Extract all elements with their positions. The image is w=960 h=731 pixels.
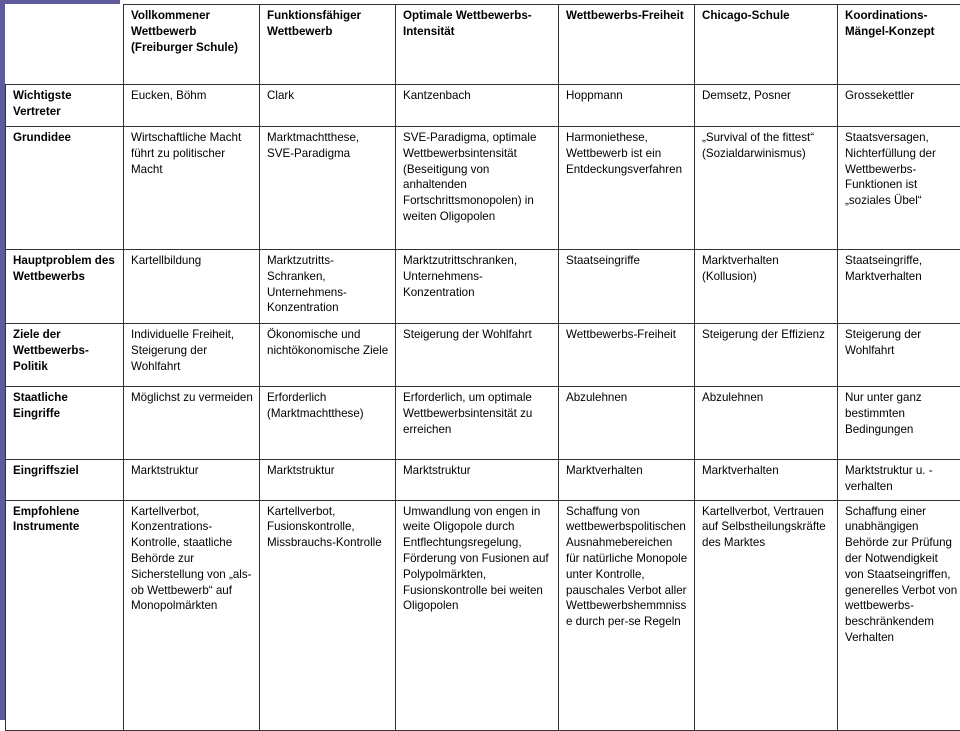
table-cell: Marktverhalten (Kollusion) — [695, 250, 838, 324]
table-cell: Kantzenbach — [396, 85, 559, 127]
table-cell: Wettbewerbs-Freiheit — [559, 324, 695, 387]
table-cell: Marktstruktur — [396, 460, 559, 501]
table-cell: Staatseingriffe, Marktverhalten — [838, 250, 960, 324]
table-cell: Clark — [260, 85, 396, 127]
table-row — [6, 324, 960, 387]
row-header: Grundidee — [6, 127, 124, 250]
table-cell: Marktstruktur — [124, 460, 260, 501]
table-cell: Demsetz, Posner — [695, 85, 838, 127]
table-cell: Möglichst zu vermeiden — [124, 387, 260, 460]
row-header: Hauptproblem des Wettbewerbs — [6, 250, 124, 324]
corner-cell — [6, 5, 124, 85]
table-cell: Individuelle Freiheit, Steigerung der Wohlfahrt — [124, 324, 260, 387]
table-row — [6, 387, 960, 460]
table-cell: Abzulehnen — [559, 387, 695, 460]
table-cell: Kartellverbot, Fusionskontrolle, Missbrauchs-Kontrolle — [260, 500, 396, 730]
table-row — [6, 460, 960, 501]
table-row — [6, 127, 960, 250]
table-cell: Kartellbildung — [124, 250, 260, 324]
table-cell: Ökonomische und nichtökonomische Ziele — [260, 324, 396, 387]
table-cell: SVE-Paradigma, optimale Wettbewerbsintensität (Beseitigung von anhaltenden Fortschrittsmonopolen) in weiten Oligopolen — [396, 127, 559, 250]
table-row — [6, 250, 960, 324]
table-cell: Marktzutrittschranken, Unternehmens-Konzentration — [396, 250, 559, 324]
table-cell: Umwandlung von engen in weite Oligopole durch Entflechtungsregelung, Förderung von Fusionen auf Polypolmärkten, Fusionskontrolle bei weiten Oligopolen — [396, 500, 559, 730]
table-cell: Grossekettler — [838, 85, 960, 127]
table-cell: Marktstruktur — [260, 460, 396, 501]
table-cell: Schaffung von wettbewerbspolitischen Ausnahmebereichen für natürliche Monopole unter Kontrolle, pauschales Verbot aller Wettbewerbshemmnisse durch per-se Regeln — [559, 500, 695, 730]
table-cell: Steigerung der Wohlfahrt — [396, 324, 559, 387]
table-cell: Steigerung der Effizienz — [695, 324, 838, 387]
table-cell: Kartellverbot, Vertrauen auf Selbstheilungskräfte des Marktes — [695, 500, 838, 730]
table-cell: Abzulehnen — [695, 387, 838, 460]
table-cell: Kartellverbot, Konzentrations-Kontrolle, staatliche Behörde zur Sicherstellung von „als-ob Wettbewerb“ auf Monopolmärkten — [124, 500, 260, 730]
table-cell: Erforderlich, um optimale Wettbewerbsintensität zu erreichen — [396, 387, 559, 460]
table-cell: Erforderlich (Marktmachtthese) — [260, 387, 396, 460]
table-cell: Staatsversagen, Nichterfüllung der Wettbewerbs-Funktionen ist „soziales Übel“ — [838, 127, 960, 250]
table-cell: Marktverhalten — [559, 460, 695, 501]
table-cell: Harmoniethese, Wettbewerb ist ein Entdeckungsverfahren — [559, 127, 695, 250]
column-header: Optimale Wettbewerbs-Intensität — [396, 5, 559, 85]
table-cell: Marktverhalten — [695, 460, 838, 501]
comparison-table — [5, 4, 960, 731]
table-cell: „Survival of the fittest“ (Sozialdarwinismus) — [695, 127, 838, 250]
column-header: Funktionsfähiger Wettbewerb — [260, 5, 396, 85]
column-header: Wettbewerbs-Freiheit — [559, 5, 695, 85]
column-header: Vollkommener Wettbewerb (Freiburger Schule) — [124, 5, 260, 85]
table-header-row — [6, 5, 960, 85]
table-cell: Nur unter ganz bestimmten Bedingungen — [838, 387, 960, 460]
row-header: Eingriffsziel — [6, 460, 124, 501]
table-cell: Eucken, Böhm — [124, 85, 260, 127]
table-cell: Schaffung einer unabhängigen Behörde zur Prüfung der Notwendigkeit von Staatseingriffen, generelles Verbot von wettbewerbs-beschränkendem Verhalten — [838, 500, 960, 730]
table-row — [6, 85, 960, 127]
table-cell: Wirtschaftliche Macht führt zu politischer Macht — [124, 127, 260, 250]
table-cell: Hoppmann — [559, 85, 695, 127]
table-cell: Marktstruktur u. -verhalten — [838, 460, 960, 501]
row-header: Wichtigste Vertreter — [6, 85, 124, 127]
row-header: Staatliche Eingriffe — [6, 387, 124, 460]
row-header: Ziele der Wettbewerbs-Politik — [6, 324, 124, 387]
table-cell: Steigerung der Wohlfahrt — [838, 324, 960, 387]
table-cell: Marktzutritts-Schranken, Unternehmens-Konzentration — [260, 250, 396, 324]
table-cell: Marktmachtthese, SVE-Paradigma — [260, 127, 396, 250]
row-header: Empfohlene Instrumente — [6, 500, 124, 730]
column-header: Koordinations-Mängel-Konzept — [838, 5, 960, 85]
table-row — [6, 500, 960, 730]
column-header: Chicago-Schule — [695, 5, 838, 85]
table-cell: Staatseingriffe — [559, 250, 695, 324]
